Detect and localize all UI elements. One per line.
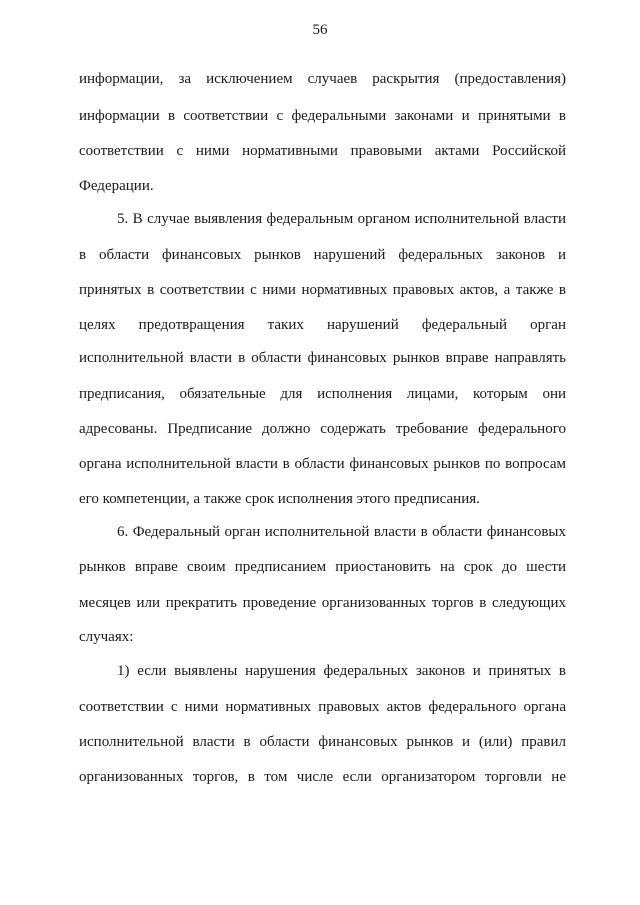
page-number: 56: [312, 22, 328, 38]
text-line: принятых в соответствии с ними нормативных правовых актов, а также в: [79, 282, 566, 298]
text-line: в области финансовых рынков нарушений федеральных законов и: [79, 247, 566, 263]
paragraph-start-line: 5. В случае выявления федеральным органом исполнительной власти: [117, 211, 566, 227]
text-line: Федерации.: [79, 178, 154, 194]
text-line: информации в соответствии с федеральными законами и принятыми в: [79, 108, 566, 124]
text-line: адресованы. Предписание должно содержать требование федерального: [79, 421, 566, 437]
text-line: информации, за исключением случаев раскрытия (предоставления): [79, 71, 566, 87]
paragraph-start-line: 1) если выявлены нарушения федеральных законов и принятых в: [117, 663, 566, 679]
text-line: организованных торгов, в том числе если организатором торговли не: [79, 769, 566, 785]
text-line: соответствии с ними нормативных правовых актов федерального органа: [79, 699, 566, 715]
text-line: исполнительной власти в области финансовых рынков вправе направлять: [79, 350, 566, 366]
text-line: органа исполнительной власти в области финансовых рынков по вопросам: [79, 456, 566, 472]
text-line: рынков вправе своим предписанием приостановить на срок до шести: [79, 559, 566, 575]
text-line: целях предотвращения таких нарушений федеральный орган: [79, 317, 566, 333]
text-line: месяцев или прекратить проведение организованных торгов в следующих: [79, 595, 566, 611]
text-line: исполнительной власти в области финансовых рынков и (или) правил: [79, 734, 566, 750]
text-line: соответствии с ними нормативными правовыми актами Российской: [79, 143, 566, 159]
paragraph-start-line: 6. Федеральный орган исполнительной власти в области финансовых: [117, 524, 566, 540]
text-line: случаях:: [79, 629, 134, 645]
text-line: его компетенции, а также срок исполнения этого предписания.: [79, 491, 480, 507]
text-line: предписания, обязательные для исполнения лицами, которым они: [79, 386, 566, 402]
